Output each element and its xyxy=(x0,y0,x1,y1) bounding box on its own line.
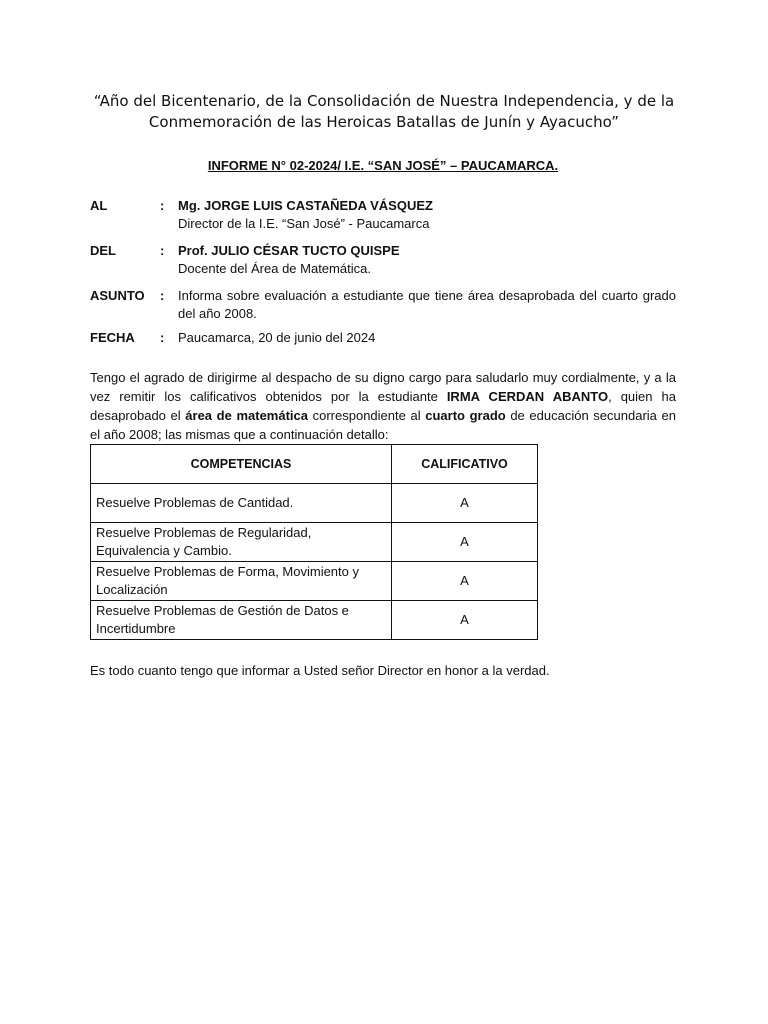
field-fecha-colon: : xyxy=(160,330,165,345)
year-heading xyxy=(60,91,708,133)
table-row xyxy=(91,601,538,640)
body-text-2: , quien ha desaprobado el xyxy=(90,389,676,423)
calificativo-cell: A xyxy=(392,601,538,640)
field-del-key: DEL xyxy=(90,243,116,258)
field-del-colon: : xyxy=(160,243,165,258)
year-heading-line-1: “Año del Bicentenario, de la Consolidación de Nuestra Independencia, y de la xyxy=(93,92,675,110)
body-text-4: de educación secundaria en el año 2008; las mismas que a continuación detallo: xyxy=(90,408,676,442)
competencia-cell: Resuelve Problemas de Regularidad, Equivalencia y Cambio. xyxy=(91,523,392,562)
field-asunto-key: ASUNTO xyxy=(90,288,145,303)
grades-table xyxy=(90,444,538,640)
competencia-cell: Resuelve Problemas de Forma, Movimiento y Localización xyxy=(91,562,392,601)
field-del-value xyxy=(178,242,676,278)
report-title: INFORME N° 02-2024/ I.E. “SAN JOSÉ” – PAUCAMARCA. xyxy=(207,158,559,173)
date-text: Paucamarca, 20 de junio del 2024 xyxy=(178,330,376,345)
field-al-key: AL xyxy=(90,198,108,213)
recipient-role: Director de la I.E. “San José” - Paucamarca xyxy=(178,216,430,231)
calificativo-cell: A xyxy=(392,562,538,601)
body-text-3: correspondiente al xyxy=(308,408,426,423)
sender-role: Docente del Área de Matemática. xyxy=(178,261,371,276)
calificativo-cell: A xyxy=(392,523,538,562)
recipient-name: Mg. JORGE LUIS CASTAÑEDA VÁSQUEZ xyxy=(178,198,433,213)
table-header-row xyxy=(91,445,538,484)
field-al-colon: : xyxy=(160,198,165,213)
competencia-cell: Resuelve Problemas de Cantidad. xyxy=(91,484,392,523)
school-grade: cuarto grado xyxy=(425,408,506,423)
body-text-1: Tengo el agrado de dirigirme al despacho de su digno cargo para saludarlo muy cordialmente, y a la vez remitir los calificativos obtenidos por la estudiante xyxy=(90,370,676,404)
field-al-value xyxy=(178,197,676,233)
field-asunto-colon: : xyxy=(160,288,165,303)
year-heading-line-2: Conmemoración de las Heroicas Batallas de Junín y Ayacucho” xyxy=(148,113,620,131)
header-competencias: COMPETENCIAS xyxy=(91,445,392,484)
subject-text: Informa sobre evaluación a estudiante que tiene área desaprobada del cuarto grado del año 2008. xyxy=(178,288,676,321)
competencia-cell: Resuelve Problemas de Gestión de Datos e Incertidumbre xyxy=(91,601,392,640)
calificativo-cell: A xyxy=(392,484,538,523)
student-name: IRMA CERDAN ABANTO xyxy=(446,389,609,404)
body-paragraph xyxy=(90,368,676,444)
table-row xyxy=(91,523,538,562)
sender-name: Prof. JULIO CÉSAR TUCTO QUISPE xyxy=(178,243,400,258)
table-row xyxy=(91,484,538,523)
field-fecha-key: FECHA xyxy=(90,330,135,345)
table-row xyxy=(91,562,538,601)
closing-sentence: Es todo cuanto tengo que informar a Usted señor Director en honor a la verdad. xyxy=(90,663,550,678)
header-calificativo: CALIFICATIVO xyxy=(392,445,538,484)
failed-area: área de matemática xyxy=(185,408,308,423)
